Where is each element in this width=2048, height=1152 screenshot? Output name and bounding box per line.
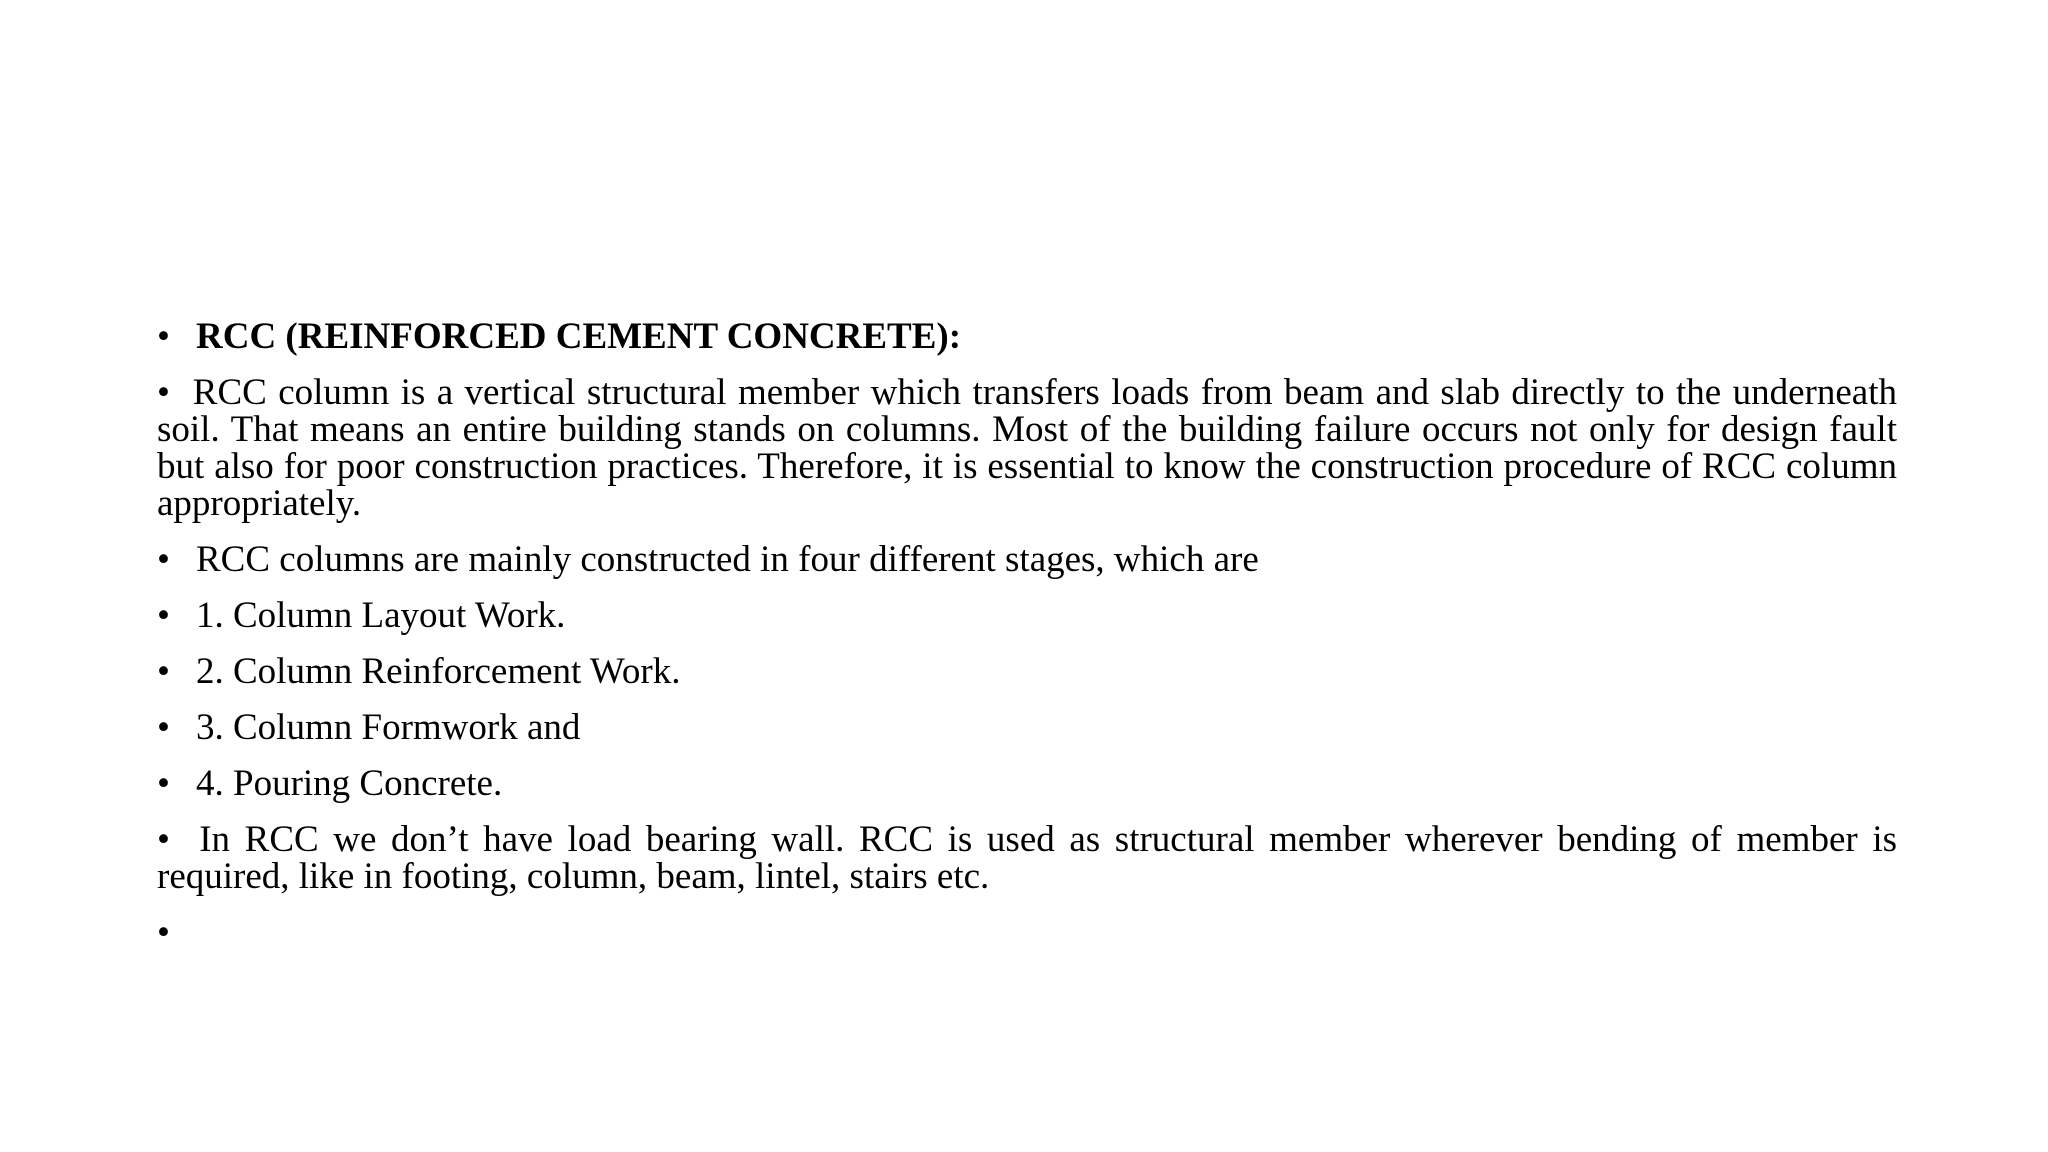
bullet-icon: • bbox=[157, 316, 170, 357]
slide-body bbox=[157, 318, 1897, 970]
stage-1-bullet bbox=[157, 597, 1897, 634]
bullet-icon: • bbox=[157, 651, 170, 692]
heading-bullet bbox=[157, 318, 1897, 355]
stage-2-bullet bbox=[157, 653, 1897, 690]
stage-4-bullet bbox=[157, 765, 1897, 802]
bullet-icon: • bbox=[157, 819, 170, 860]
stage-1-text: 1. Column Layout Work. bbox=[196, 595, 566, 636]
bullet-icon: • bbox=[157, 707, 170, 748]
bullet-icon: • bbox=[157, 763, 170, 804]
empty-bullet bbox=[157, 914, 1897, 951]
closing-paragraph bbox=[157, 821, 1897, 895]
bullet-icon: • bbox=[157, 595, 170, 636]
intro-paragraph bbox=[157, 374, 1897, 522]
slide-heading: RCC (REINFORCED CEMENT CONCRETE): bbox=[196, 316, 962, 357]
stage-4-text: 4. Pouring Concrete. bbox=[196, 763, 503, 804]
stage-3-bullet bbox=[157, 709, 1897, 746]
stage-2-text: 2. Column Reinforcement Work. bbox=[196, 651, 681, 692]
bullet-icon: • bbox=[157, 372, 170, 413]
bullet-icon: • bbox=[157, 539, 170, 580]
bullet-icon: • bbox=[157, 912, 170, 953]
stages-intro-bullet bbox=[157, 541, 1897, 578]
intro-text: RCC column is a vertical structural member which transfers loads from beam and slab directly to the underneath soil. That means an entire building stands on columns. Most of the building failure occurs not only for design fault but also for poor construction practices. Therefore, it is essential to know the construction procedure of RCC column appropriately. bbox=[157, 372, 1897, 524]
closing-text: In RCC we don’t have load bearing wall. RCC is used as structural member wherever bending of member is required, like in footing, column, beam, lintel, stairs etc. bbox=[157, 819, 1897, 897]
stage-3-text: 3. Column Formwork and bbox=[196, 707, 581, 748]
stages-intro-text: RCC columns are mainly constructed in four different stages, which are bbox=[196, 539, 1259, 580]
